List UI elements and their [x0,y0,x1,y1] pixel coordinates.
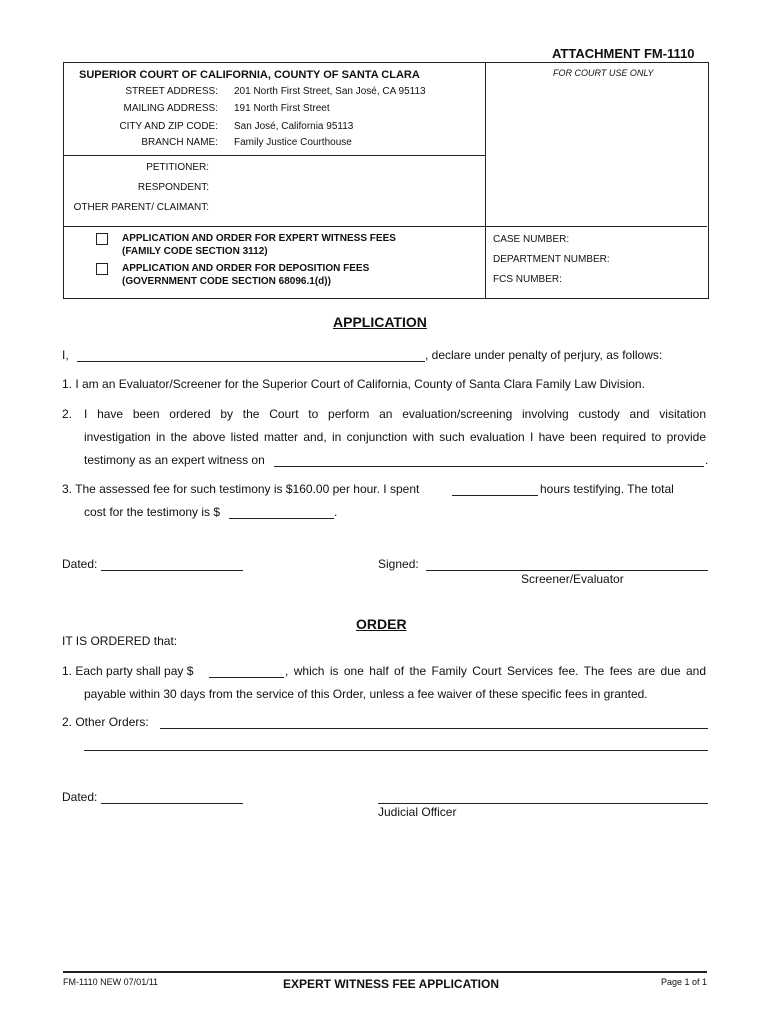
order-dated-label: Dated: [62,790,98,804]
declarant-name-field[interactable] [77,361,425,362]
court-use-label: FOR COURT USE ONLY [553,68,654,78]
street-address-label: STREET ADDRESS: [125,86,218,97]
application-dated-field[interactable] [101,570,243,571]
branch-name-value: Family Justice Courthouse [234,137,352,148]
application-item-1: 1. I am an Evaluator/Screener for the Superior Court of California, County of Santa Clara Family Law Division. [62,377,645,391]
judicial-officer-label: Judicial Officer [378,805,457,819]
application-item-2-line-2: investigation in the above listed matter and, in conjunction with such evaluation I have been required to provide [84,430,706,444]
application-dated-label: Dated: [62,557,98,571]
application-item-2-line-3: testimony as an expert witness on [84,453,265,467]
branch-name-label: BRANCH NAME: [141,137,218,148]
order-heading: ORDER [356,616,407,632]
option1-subtitle: (FAMILY CODE SECTION 3112) [122,246,268,257]
order-item-1-suffix: , which is one half of the Family Court Services fee. The fees are due and [285,664,706,678]
application-item-3-end: . [334,505,338,519]
order-item-2: 2. Other Orders: [62,715,149,729]
fcs-number-label: FCS NUMBER: [493,274,562,285]
option1-title: APPLICATION AND ORDER FOR EXPERT WITNESS FEES [122,233,396,244]
divider-court-parties [63,155,485,156]
respondent-label: RESPONDENT: [137,182,209,193]
application-item-2-line-1: I have been ordered by the Court to perform an evaluation/screening involving custody and visitation [84,407,706,421]
order-intro: IT IS ORDERED that: [62,634,178,648]
each-party-amount-field[interactable] [209,677,284,678]
court-name: SUPERIOR COURT OF CALIFORNIA, COUNTY OF SANTA CLARA [79,69,420,81]
expert-witness-fees-checkbox[interactable] [96,233,108,245]
footer-page-number: Page 1 of 1 [660,977,707,987]
application-heading: APPLICATION [333,314,427,330]
application-item-3-prefix: 3. The assessed fee for such testimony is $160.00 per hour. I spent [62,482,420,496]
application-item-3-line-2: cost for the testimony is $ [84,505,221,519]
case-number-label: CASE NUMBER: [493,234,570,245]
footer-form-id: FM-1110 NEW 07/01/11 [63,977,159,987]
application-item-2-number: 2. [62,407,73,421]
attachment-title: ATTACHMENT FM-1110 [552,46,695,61]
declare-prefix: I, [62,348,69,362]
application-item-3-mid: hours testifying. The total [540,482,674,496]
order-dated-field[interactable] [101,803,243,804]
divider-parties-options [63,226,707,227]
hours-testifying-field[interactable] [452,495,538,496]
city-zip-value: San José, California 95113 [234,121,354,132]
testimony-date-field[interactable] [274,466,704,467]
deposition-fees-checkbox[interactable] [96,263,108,275]
other-orders-field-line-1[interactable] [160,728,708,729]
petitioner-label: PETITIONER: [146,162,209,173]
application-signed-label: Signed: [378,557,419,571]
application-signature-field[interactable] [426,570,708,571]
department-number-label: DEPARTMENT NUMBER: [493,254,610,265]
city-zip-label: CITY AND ZIP CODE: [119,121,218,132]
total-cost-field[interactable] [229,518,334,519]
screener-evaluator-label: Screener/Evaluator [521,572,624,586]
court-use-divider [485,62,486,298]
order-item-1-prefix: 1. Each party shall pay $ [62,664,194,678]
footer-title: EXPERT WITNESS FEE APPLICATION [283,977,500,991]
application-item-2-end: . [705,453,709,467]
option2-subtitle: (GOVERNMENT CODE SECTION 68096.1(d)) [122,276,331,287]
mailing-address-value: 191 North First Street [234,103,330,114]
option2-title: APPLICATION AND ORDER FOR DEPOSITION FEES [122,263,370,274]
mailing-address-label: MAILING ADDRESS: [123,103,218,114]
declare-suffix: , declare under penalty of perjury, as follows: [425,348,663,362]
order-item-1-line-2: payable within 30 days from the service of this Order, unless a fee waiver of these specific fees in granted. [84,687,648,701]
other-orders-field-line-2[interactable] [84,750,708,751]
footer-rule [63,971,707,973]
other-parent-label: OTHER PARENT/ CLAIMANT: [73,202,209,213]
street-address-value: 201 North First Street, San José, CA 95113 [234,86,426,97]
judicial-officer-signature-field[interactable] [378,803,708,804]
